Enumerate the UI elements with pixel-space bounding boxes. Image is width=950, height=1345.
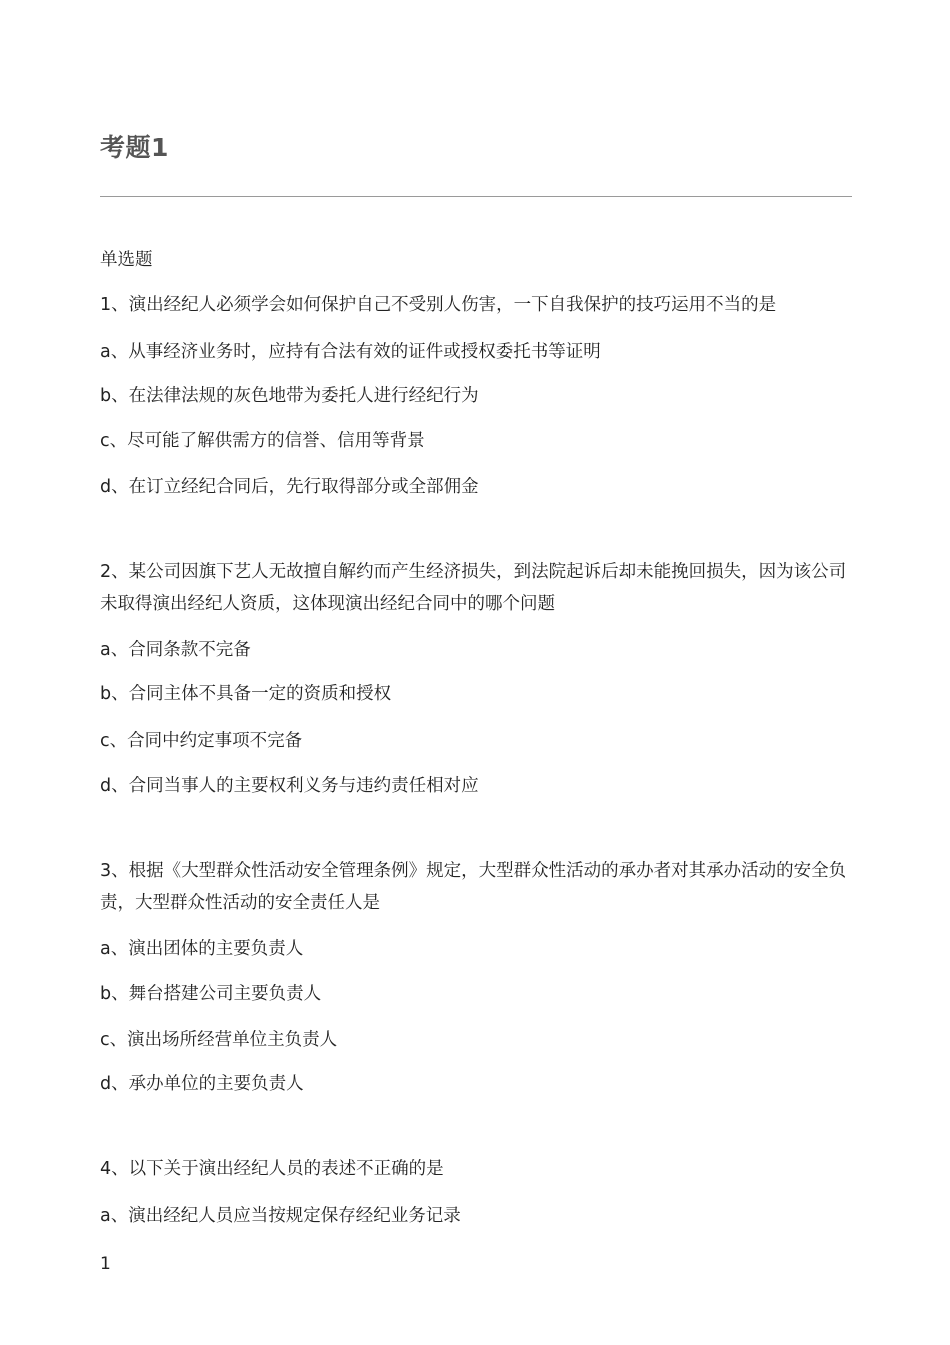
question-3-option-d: d、承办单位的主要负责人 <box>100 1074 304 1094</box>
question-2-option-d: d、合同当事人的主要权利义务与违约责任相对应 <box>100 776 479 796</box>
question-1-option-c: c、尽可能了解供需方的信誉、信用等背景 <box>100 431 425 451</box>
question-1-option-b: b、在法律法规的灰色地带为委托人进行经纪行为 <box>100 386 479 406</box>
question-4-option-a: a、演出经纪人员应当按规定保存经纪业务记录 <box>100 1206 461 1226</box>
page-number: 1 <box>100 1254 111 1274</box>
question-1-option-a: a、从事经济业务时，应持有合法有效的证件或授权委托书等证明 <box>100 342 601 362</box>
question-2-option-c: c、合同中约定事项不完备 <box>100 731 303 751</box>
document-page <box>100 0 852 1345</box>
question-2-option-a: a、合同条款不完备 <box>100 640 251 660</box>
question-4-stem: 4、以下关于演出经纪人员的表述不正确的是 <box>100 1159 444 1179</box>
document-title: 考题1 <box>100 133 169 162</box>
question-3-option-b: b、舞台搭建公司主要负责人 <box>100 984 322 1004</box>
question-1-stem: 1、演出经纪人必须学会如何保护自己不受别人伤害，一下自我保护的技巧运用不当的是 <box>100 295 777 315</box>
question-2-option-b: b、合同主体不具备一定的资质和授权 <box>100 684 392 704</box>
title-divider <box>100 196 852 197</box>
question-3-option-a: a、演出团体的主要负责人 <box>100 939 304 959</box>
section-label: 单选题 <box>100 250 153 270</box>
question-3-stem: 3、根据《大型群众性活动安全管理条例》规定，大型群众性活动的承办者对其承办活动的安全负责，大型群众性活动的安全责任人是 <box>100 861 847 913</box>
question-1-option-d: d、在订立经纪合同后，先行取得部分或全部佣金 <box>100 477 479 497</box>
question-3-option-c: c、演出场所经营单位主负责人 <box>100 1030 338 1050</box>
question-2-stem: 2、某公司因旗下艺人无故擅自解约而产生经济损失，到法院起诉后却未能挽回损失，因为该公司未取得演出经纪人资质，这体现演出经纪合同中的哪个问题 <box>100 562 847 614</box>
